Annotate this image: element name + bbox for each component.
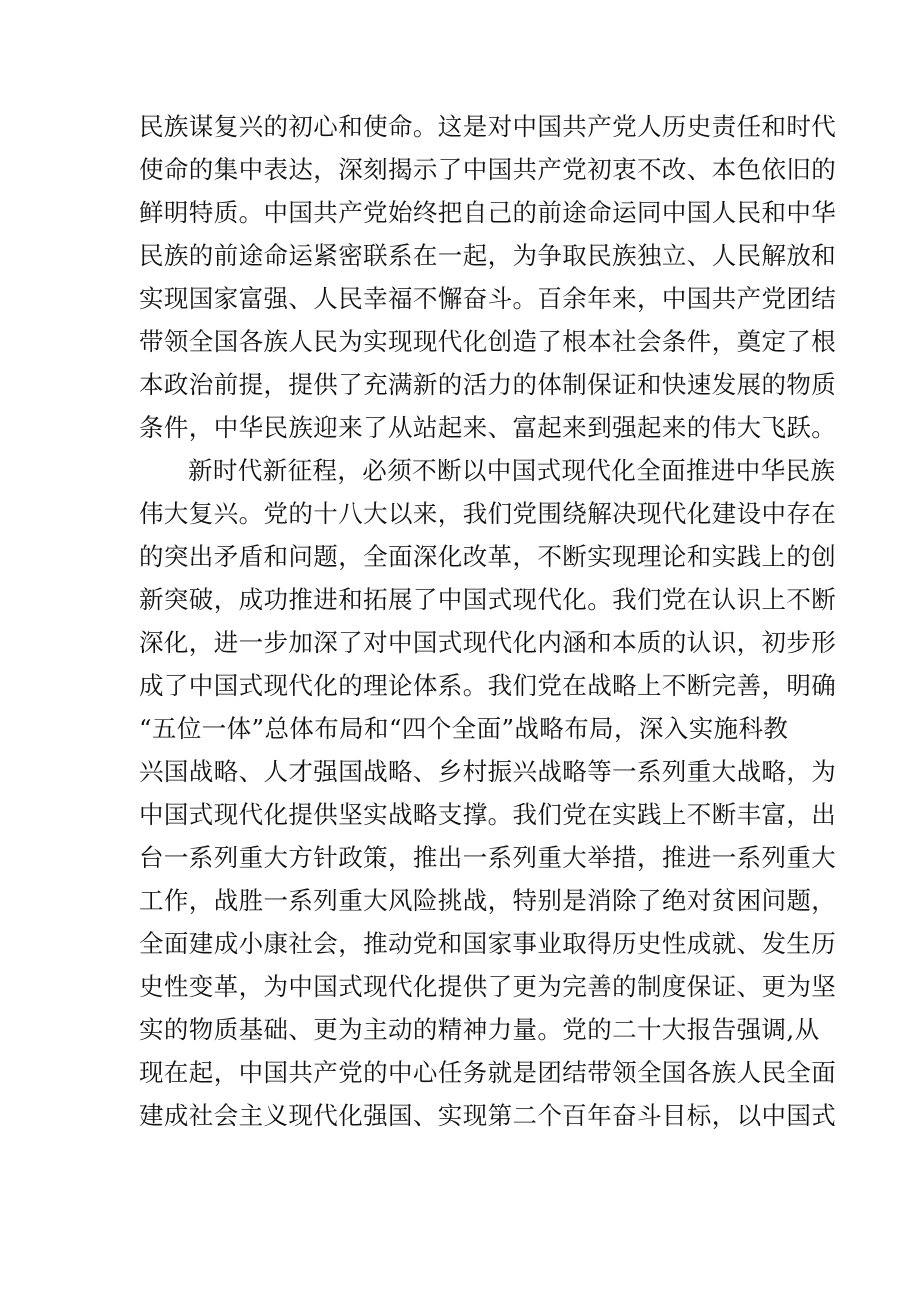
- text-line: 成了中国式现代化的理论体系。我们党在战略上不断完善，明确: [139, 671, 837, 700]
- text-line: 使命的集中表达，深刻揭示了中国共产党初衷不改、本色依旧的: [139, 155, 837, 184]
- text-line: 中国式现代化提供坚实战略支撑。我们党在实践上不断丰富，出: [139, 800, 837, 829]
- text-line: 民族谋复兴的初心和使命。这是对中国共产党人历史责任和时代: [139, 112, 837, 141]
- text-line: 鲜明特质。中国共产党始终把自己的前途命运同中国人民和中华: [139, 198, 837, 227]
- text-line: 台一系列重大方针政策，推出一系列重大举措，推进一系列重大: [139, 843, 837, 872]
- text-line: 实现国家富强、人民幸福不懈奋斗。百余年来，中国共产党团结: [139, 284, 837, 313]
- text-line: 全面建成小康社会，推动党和国家事业取得历史性成就、发生历: [139, 929, 837, 958]
- text-line: 新突破，成功推进和拓展了中国式现代化。我们党在认识上不断: [139, 585, 837, 614]
- paragraph-continuation: [139, 105, 837, 449]
- text-line: 工作，战胜一系列重大风险挑战，特别是消除了绝对贫困问题，: [139, 886, 837, 915]
- text-line: 兴国战略、人才强国战略、乡村振兴战略等一系列重大战略，为: [139, 757, 837, 786]
- text-line: 本政治前提，提供了充满新的活力的体制保证和快速发展的物质: [139, 370, 837, 399]
- text-line: 实的物质基础、更为主动的精神力量。党的二十大报告强调,从: [139, 1015, 820, 1044]
- text-line: 现在起，中国共产党的中心任务就是团结带领全国各族人民全面: [139, 1058, 837, 1087]
- text-line: 深化，进一步加深了对中国式现代化内涵和本质的认识，初步形: [139, 628, 837, 657]
- paragraph-new-era: [139, 449, 837, 1137]
- text-line: 条件，中华民族迎来了从站起来、富起来到强起来的伟大飞跃。: [139, 413, 837, 442]
- text-line: 带领全国各族人民为实现现代化创造了根本社会条件，奠定了根: [139, 327, 837, 356]
- text-line-first: 新时代新征程，必须不断以中国式现代化全面推进中华民族: [188, 456, 836, 485]
- text-line: 伟大复兴。党的十八大以来，我们党围绕解决现代化建设中存在: [139, 499, 837, 528]
- text-line: 民族的前途命运紧密联系在一起，为争取民族独立、人民解放和: [139, 241, 837, 270]
- text-line: 建成社会主义现代化强国、实现第二个百年奋斗目标，以中国式: [139, 1101, 837, 1130]
- text-line: “五位一体”总体布局和“四个全面”战略布局，深入实施科教: [139, 714, 789, 743]
- text-line: 的突出矛盾和问题，全面深化改革，不断实现理论和实践上的创: [139, 542, 837, 571]
- text-line: 史性变革，为中国式现代化提供了更为完善的制度保证、更为坚: [139, 972, 837, 1001]
